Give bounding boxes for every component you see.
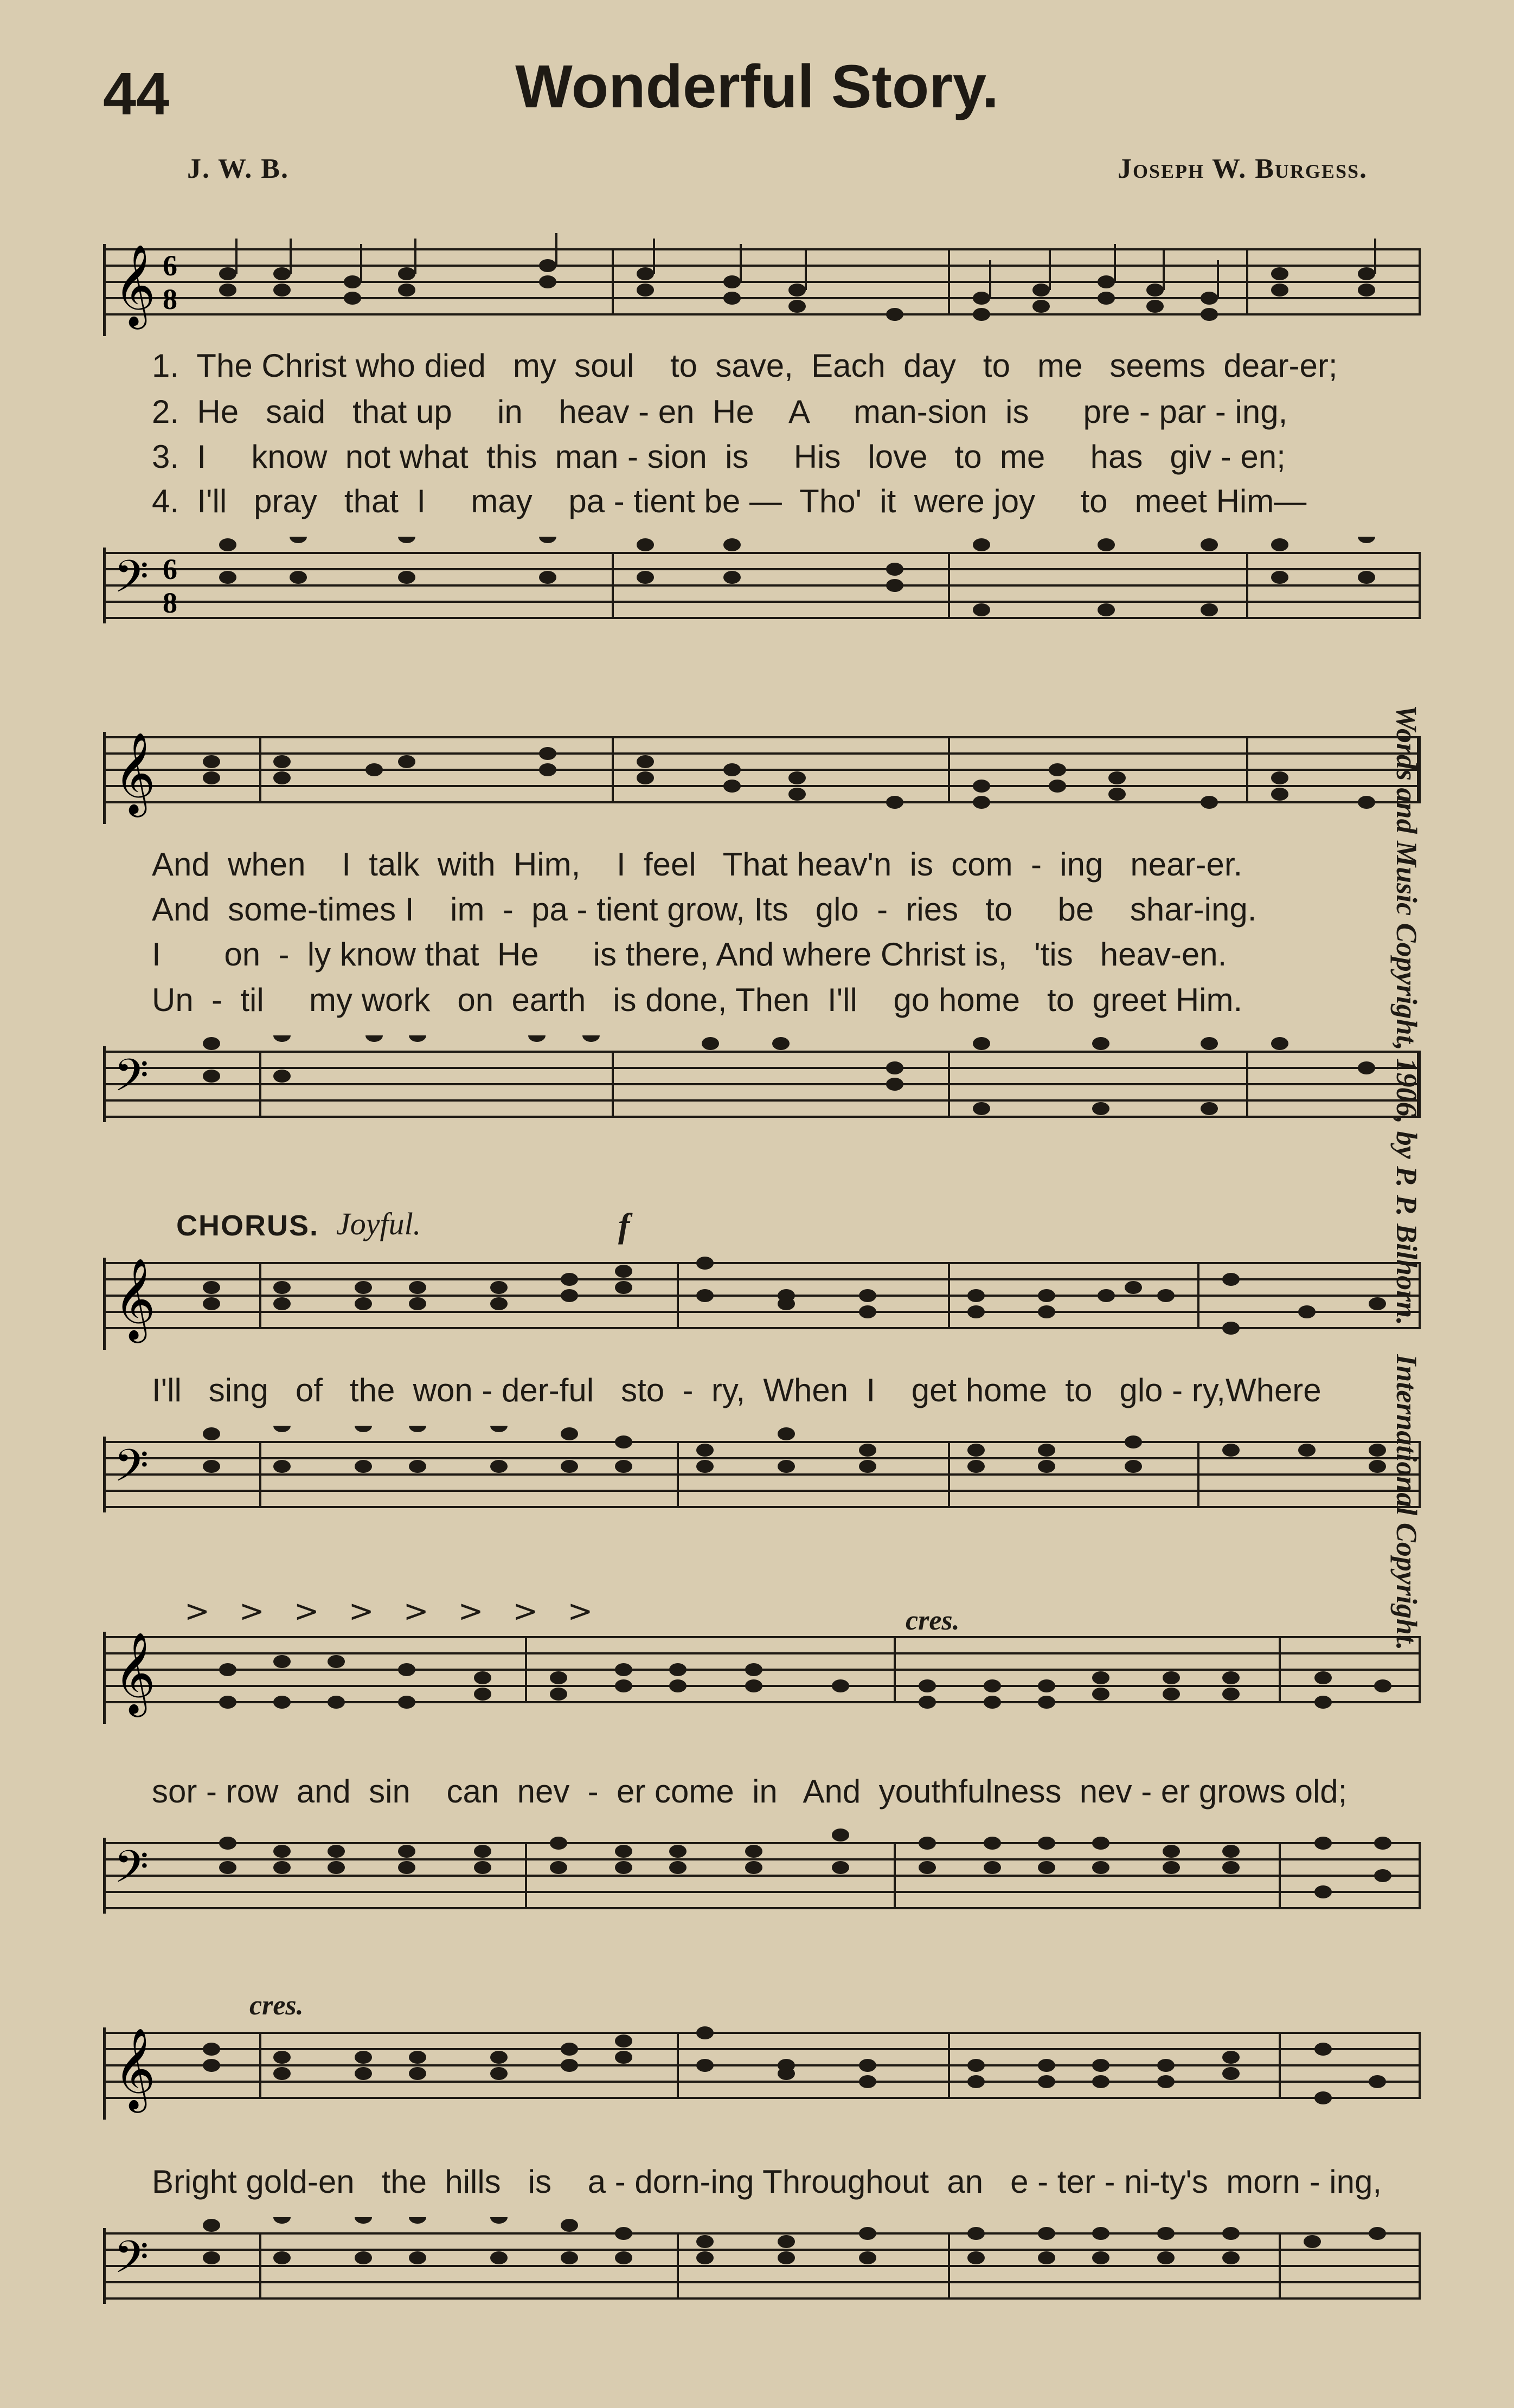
bass-staff <box>103 1035 1421 1138</box>
treble-staff <box>103 1621 1421 1724</box>
chorus-system-1 <box>103 1206 1421 1556</box>
svg-text:8: 8 <box>163 587 177 619</box>
chorus-label: CHORUS. <box>176 1209 319 1242</box>
composer-credit: Joseph W. Burgess. <box>1117 153 1368 184</box>
svg-text:𝄢: 𝄢 <box>114 1840 149 1904</box>
tempo-marking: Joyful. <box>336 1206 421 1241</box>
verse-second-line-3: I on - ly know that He is there, And where Christ is, 'tis heav-en. <box>152 936 1227 973</box>
crescendo-marking: cres. <box>906 1605 960 1636</box>
copyright-notice <box>1390 705 1423 1789</box>
verse-line-4: 4. I'll pray that I may pa - tient be — Tho' it were joy to meet Him— <box>152 483 1307 519</box>
verse-second-line-1: And when I talk with Him, I feel That heav'n is com - ing near-er. <box>152 846 1243 883</box>
svg-text:𝄢: 𝄢 <box>114 1049 149 1112</box>
svg-text:𝄢: 𝄢 <box>114 550 149 614</box>
music-system-1 <box>103 217 1421 661</box>
verse-second-line-2: And some-times I im - pa - tient grow, Its glo - ries to be shar-ing. <box>152 891 1257 928</box>
chorus-system-2 <box>103 1594 1421 1973</box>
treble-staff <box>103 1247 1421 1350</box>
treble-staff <box>103 233 1421 336</box>
hymn-title: Wonderful Story. <box>515 53 999 120</box>
svg-text:6: 6 <box>163 553 177 585</box>
bass-staff <box>103 1827 1421 1930</box>
crescendo-marking: cres. <box>249 1990 304 2021</box>
music-system-2 <box>103 710 1421 1155</box>
treble-staff <box>103 2017 1421 2120</box>
verse-line-1: 1. The Christ who died my soul to save, Each day to me seems dear-er; <box>152 347 1338 384</box>
chorus-system-3 <box>103 1984 1421 2364</box>
svg-text:𝄢: 𝄢 <box>114 2231 149 2294</box>
forte-marking: f <box>618 1206 630 1245</box>
bass-staff <box>103 537 1421 640</box>
lyricist-credit: J. W. B. <box>187 153 289 184</box>
svg-text:𝄞: 𝄞 <box>114 1631 156 1714</box>
chorus-lyric-line-3: Bright gold-en the hills is a - dorn-ing Throughout an e - ter - ni-ty's morn - ing, <box>152 2164 1382 2200</box>
international-copyright-text: International Copyright. <box>1390 1354 1423 1651</box>
bass-staff <box>103 1426 1421 1529</box>
verse-line-3: 3. I know not what this man - sion is His love to me has giv - en; <box>152 439 1286 475</box>
svg-text:6: 6 <box>163 249 177 282</box>
chorus-lyric-line-1: I'll sing of the won - der-ful sto - ry, When I get home to glo - ry,Where <box>152 1372 1321 1408</box>
verse-second-line-4: Un - til my work on earth is done, Then I'll go home to greet Him. <box>152 982 1243 1018</box>
bass-staff <box>103 2217 1421 2320</box>
svg-text:𝄢: 𝄢 <box>114 1439 149 1503</box>
svg-text:𝄞: 𝄞 <box>114 1257 156 1340</box>
treble-staff <box>103 721 1421 824</box>
copyright-text: Words and Music Copyright, 1906, by P. P. Bilhorn. <box>1390 705 1423 1325</box>
chorus-lyric-line-2: sor - row and sin can nev - er come in And youthfulness nev - er grows old; <box>152 1773 1348 1810</box>
page-number: 44 <box>103 61 170 127</box>
verse-line-2: 2. He said that up in heav - en He A man-sion is pre - par - ing, <box>152 394 1288 430</box>
svg-text:8: 8 <box>163 283 177 316</box>
accent-marks: >>>>>>>> <box>184 1594 623 1629</box>
svg-text:𝄞: 𝄞 <box>114 243 156 326</box>
svg-text:𝄞: 𝄞 <box>114 731 156 814</box>
svg-text:𝄞: 𝄞 <box>114 2027 156 2109</box>
